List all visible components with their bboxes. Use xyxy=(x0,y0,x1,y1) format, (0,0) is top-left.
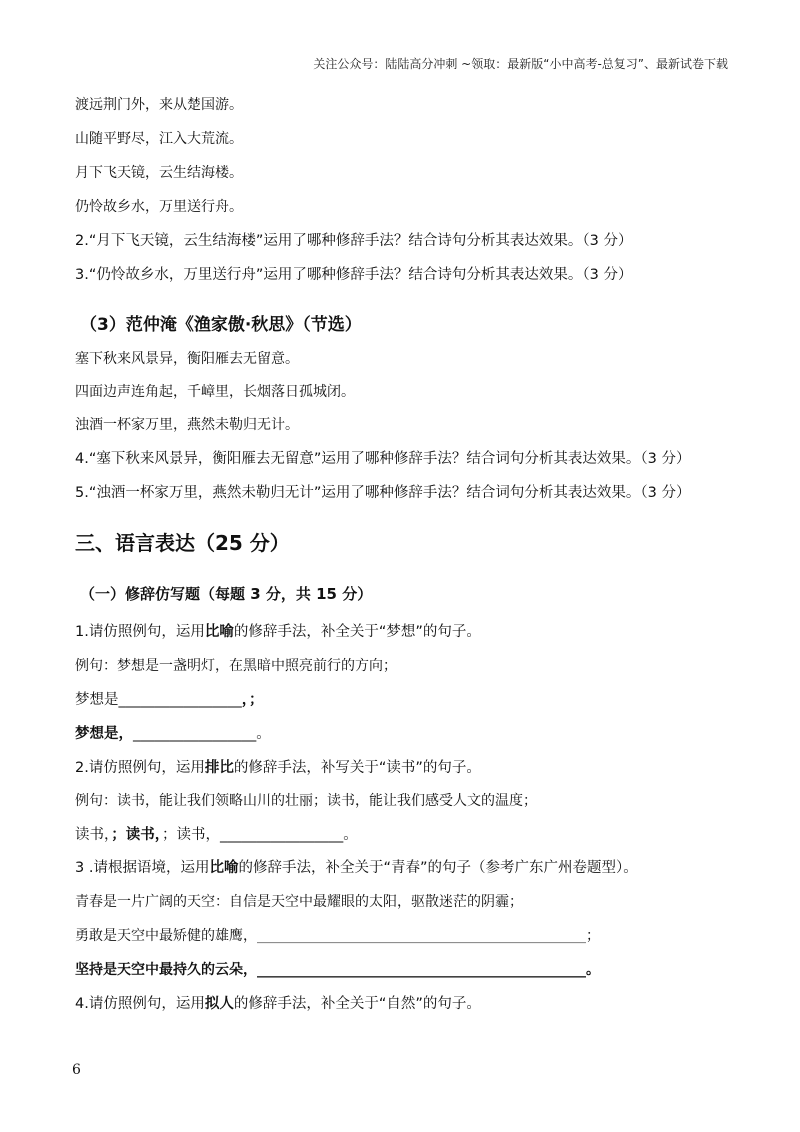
exercise-2-post: 的修辞手法，补写关于“读书”的句子。 xyxy=(233,760,481,776)
exercise-1-blank-line-1 xyxy=(75,688,264,709)
exercise-2-pre: 2.请仿照例句，运用 xyxy=(75,760,205,776)
part-1-title: （一）修辞仿写题（每题 3 分，共 15 分） xyxy=(80,585,373,603)
text: ；读书， xyxy=(162,827,220,843)
question-5: 5.“浊酒一杯家万里，燕然未勒归无计”运用了哪种修辞手法？结合词句分析其表达效果。（3 分） xyxy=(75,485,691,501)
section-3-heading: 三、语言表达（25 分） xyxy=(75,531,290,555)
poem-line: 山随平野尽，江入大荒流。 xyxy=(75,131,243,147)
text: 。 xyxy=(343,827,358,843)
exercise-2-example: 例句：读书，能让我们领略山川的壮丽；读书，能让我们感受人文的温度； xyxy=(75,793,537,809)
exercise-2-blank-line xyxy=(75,823,358,844)
exercise-3-post: 的修辞手法，补全关于“青春”的句子（参考广东广州卷题型）。 xyxy=(238,860,638,876)
exercise-1-post: 的修辞手法，补全关于“梦想”的句子。 xyxy=(233,624,481,640)
poem-line: 四面边声连角起，千嶂里，长烟落日孤城闭。 xyxy=(75,384,355,400)
exercise-1-blank-line-2 xyxy=(75,722,271,743)
exercise-3-keyword: 比喻 xyxy=(209,860,239,876)
page-header: 关注公众号：陆陆高分冲刺 ~领取：最新版“小中高考-总复习”、最新试卷下载 xyxy=(313,57,728,71)
exercise-1-example: 例句：梦想是一盏明灯，在黑暗中照亮前行的方向； xyxy=(75,658,397,674)
page-number: 6 xyxy=(72,1062,81,1078)
poem-3-title: （3）范仲淹《渔家傲·秋思》（节选） xyxy=(80,315,362,335)
answer-blank[interactable]: _______________________________________________ xyxy=(257,928,586,944)
question-3: 3.“仍怜故乡水，万里送行舟”运用了哪种修辞手法？结合诗句分析其表达效果。（3 分） xyxy=(75,267,633,283)
exercise-3-pre: 3 .请根据语境，运用 xyxy=(75,860,210,876)
text: 勇敢是天空中最矫健的雄鹰， xyxy=(75,928,257,944)
answer-blank[interactable]: _______________________________________________ xyxy=(257,962,586,978)
text: ；读书， xyxy=(111,827,162,843)
exercise-2 xyxy=(75,756,481,777)
question-4: 4.“塞下秋来风景异，衡阳雁去无留意”运用了哪种修辞手法？结合词句分析其表达效果。（3 分） xyxy=(75,451,691,467)
text: 。 xyxy=(586,962,600,978)
answer-blank[interactable]: _________________ xyxy=(133,726,257,742)
answer-blank[interactable]: _________________ xyxy=(118,692,242,708)
text: ； xyxy=(586,928,600,944)
exercise-3 xyxy=(75,856,638,877)
question-2: 2.“月下飞天镜，云生结海楼”运用了哪种修辞手法？结合诗句分析其表达效果。（3 分） xyxy=(75,233,633,249)
exercise-4-keyword: 拟人 xyxy=(204,996,234,1012)
answer-blank[interactable]: _________________ xyxy=(220,827,344,843)
exercise-4-post: 的修辞手法，补全关于“自然”的句子。 xyxy=(233,996,481,1012)
exercise-1-keyword: 比喻 xyxy=(204,624,234,640)
exercise-3-blank-line-1 xyxy=(75,925,600,945)
poem-line: 浊酒一杯家万里，燕然未勒归无计。 xyxy=(75,417,299,433)
exercise-4 xyxy=(75,992,481,1013)
text: 读书， xyxy=(75,827,112,843)
text: 梦想是， xyxy=(75,726,133,742)
text: 。 xyxy=(256,726,271,742)
exercise-3-context: 青春是一片广阔的天空：自信是天空中最耀眼的太阳，驱散迷茫的阴霾； xyxy=(75,894,523,910)
poem-line: 仍怜故乡水，万里送行舟。 xyxy=(75,199,243,215)
text: 坚持是天空中最持久的云朵， xyxy=(75,962,257,978)
text: ，； xyxy=(241,692,264,708)
poem-line: 塞下秋来风景异，衡阳雁去无留意。 xyxy=(75,351,299,367)
poem-line: 渡远荆门外，来从楚国游。 xyxy=(75,97,243,113)
exercise-1 xyxy=(75,620,481,641)
exercise-1-pre: 1.请仿照例句，运用 xyxy=(75,624,205,640)
exercise-4-pre: 4.请仿照例句，运用 xyxy=(75,996,205,1012)
exercise-3-blank-line-2 xyxy=(75,959,600,979)
text: 梦想是 xyxy=(75,692,119,708)
exercise-2-keyword: 排比 xyxy=(204,760,234,776)
poem-line: 月下飞天镜，云生结海楼。 xyxy=(75,165,243,181)
